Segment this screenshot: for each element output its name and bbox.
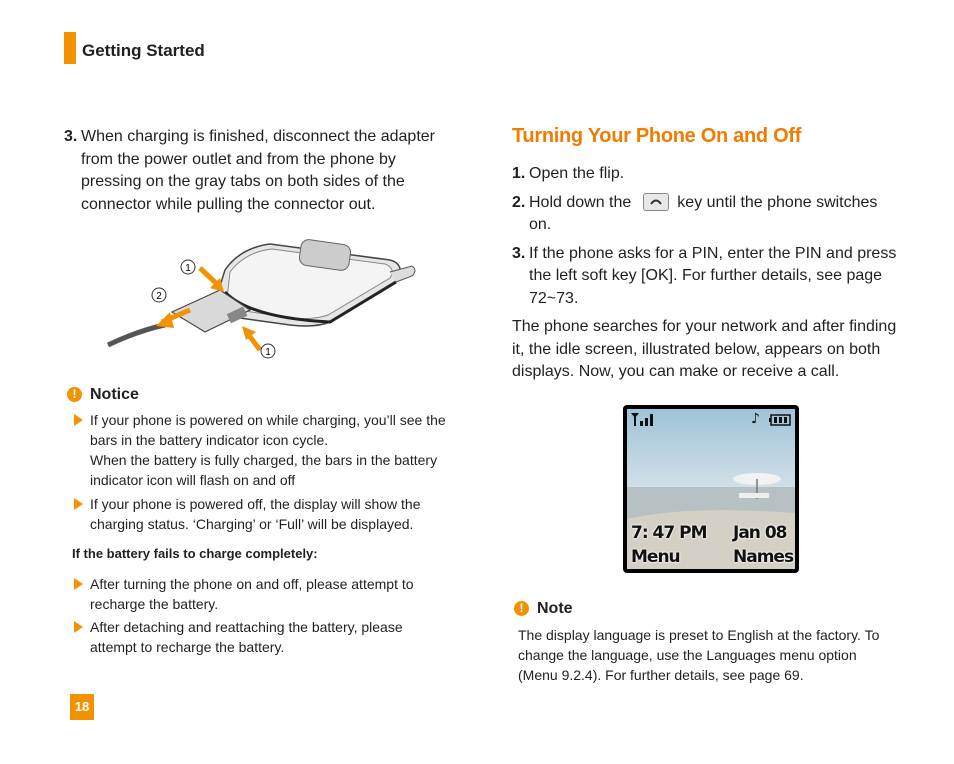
notice-bullets: If your phone is powered on while charging, you’ll see the bars in the battery indicator icon cycle. When the battery is fully charged, the bars in the battery indicator icon will flash on and off If your phone is powered off, the display will show the charging status. ‘Charging’ or ‘Full’ will be displayed. <box>74 410 464 534</box>
clock-time: 7: 47 PM <box>631 523 707 543</box>
signal-strength-icon <box>630 412 656 426</box>
step-3: 3. If the phone asks for a PIN, enter the PIN and press <box>512 244 897 262</box>
battery-fail-subheading: If the battery fails to charge completely: <box>72 546 318 561</box>
clock-date: Jan 08 <box>733 523 787 543</box>
step-3-left: 3. When charging is finished, disconnect the adapter from the power outlet and from the phone by pressing on the gray tabs on both sides of the connector while pulling the connector out. <box>64 128 435 213</box>
soft-key-names: Names <box>733 547 794 567</box>
header-accent-bar <box>64 32 76 64</box>
press-arrow-top <box>200 268 218 285</box>
end-power-key-icon <box>643 193 669 211</box>
soft-key-menu: Menu <box>631 547 680 567</box>
battery-icon <box>769 413 791 425</box>
bullet-triangle-icon <box>74 578 83 590</box>
figure-label-2: 2 <box>156 291 162 302</box>
bullet-triangle-icon <box>74 621 83 633</box>
figure-label-1-bottom: 1 <box>265 347 271 358</box>
idle-screen-illustration <box>623 405 799 573</box>
bullet-triangle-icon <box>74 498 83 510</box>
idle-screen-paragraph: The phone searches for your network and after finding it, the idle screen, illustrated below, appears on both displays. Now, you can make or receive a call. <box>512 318 897 380</box>
disconnect-charger-illustration <box>100 230 430 365</box>
figure-label-1-top: 1 <box>185 263 191 274</box>
steps-right: 1. Open the flip. 2. Hold down the key until the phone switches on. 3. If the phone asks for a PIN, enter the PIN and press the left soft key [OK]. For further details, see page 72~73. The phone searches for your network and after finding it, the idle screen, illustrated below, appears on both displays. Now, you can make or receive a call. <box>512 163 912 384</box>
charger-cable <box>108 325 165 345</box>
note-heading: ! Note <box>514 600 573 618</box>
page-number: 18 <box>70 694 94 720</box>
step-1: 1. Open the flip. <box>512 165 625 182</box>
list-item: If your phone is powered off, the display will show the <box>74 494 464 514</box>
section-header: Getting Started <box>82 41 205 60</box>
exclamation-icon: ! <box>514 601 529 616</box>
exclamation-icon: ! <box>67 387 82 402</box>
section-title: Turning Your Phone On and Off <box>512 125 802 147</box>
bullet-triangle-icon <box>74 414 83 426</box>
list-item: If your phone is powered on while charging, you’ll see the <box>74 410 464 430</box>
step-number: 3. <box>64 128 78 145</box>
step-2: 2. Hold down the key until the phone switches <box>512 193 878 211</box>
music-note-icon: ♪ <box>751 411 760 427</box>
list-item: After detaching and reattaching the battery, please <box>74 617 464 637</box>
notice-heading: ! Notice <box>67 386 139 404</box>
note-body: The display language is preset to English at the factory. To change the language, use the Languages menu option (Menu 9.2.4). For further details, see page 69. <box>518 627 880 683</box>
battery-fail-bullets: After turning the phone on and off, please attempt to recharge the battery. After detaching and reattaching the battery, please attempt to recharge the battery. <box>74 574 464 657</box>
beach-wallpaper <box>627 409 795 569</box>
list-item: After turning the phone on and off, please attempt to <box>74 574 464 594</box>
